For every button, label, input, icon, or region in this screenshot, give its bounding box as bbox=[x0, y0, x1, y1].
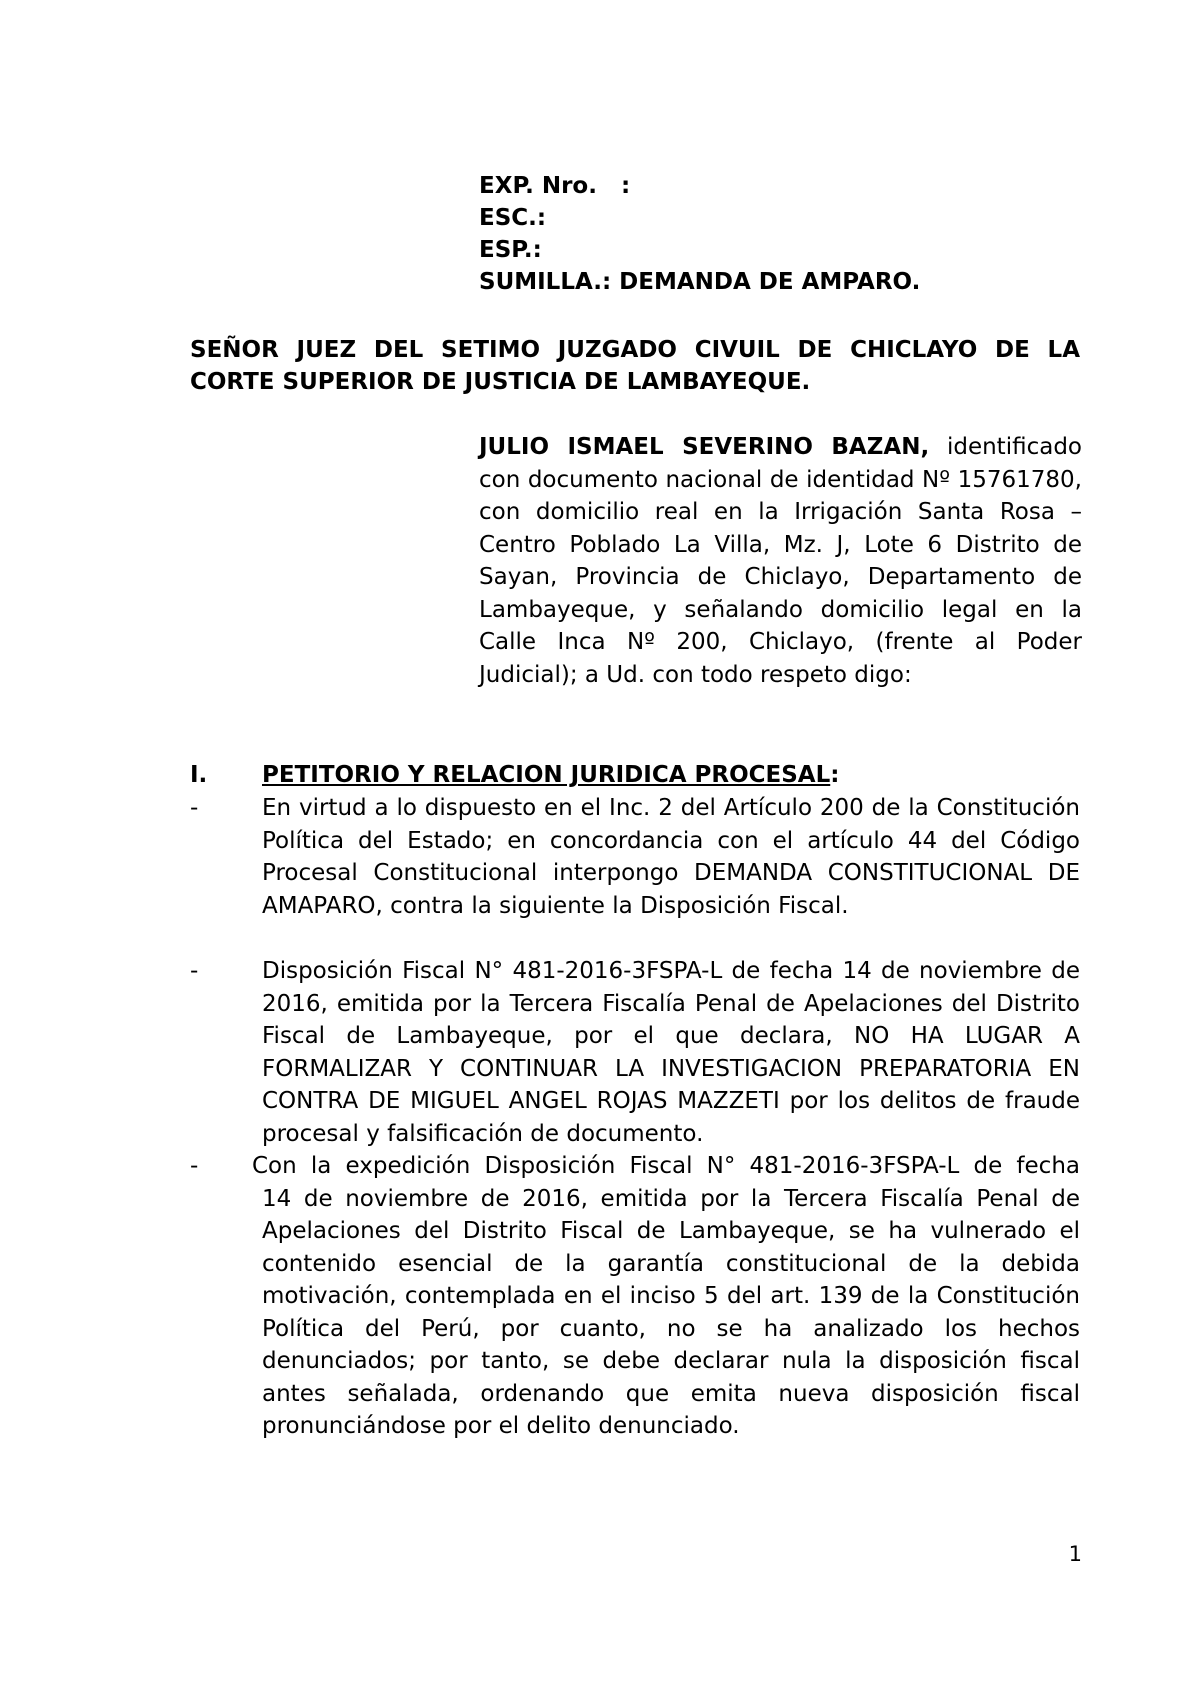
list-item-text: En virtud a lo dispuesto en el Inc. 2 del Artículo 200 de la Constitución Política del Estado; en concordancia con el artículo 44 del Código Procesal Constitucional interpongo DEMANDA CONSTITUCIONAL DE AMAPARO, contra la siguiente la Disposición Fiscal. bbox=[262, 795, 1080, 919]
addressee-heading: SEÑOR JUEZ DEL SETIMO JUZGADO CIVUIL DE CHICLAYO DE LA CORTE SUPERIOR DE JUSTICIA DE LAMBAYEQUE. bbox=[190, 337, 1080, 395]
list-item-text: 14 de noviembre de 2016, emitida por la Tercera Fiscalía Penal de Apelaciones del Distrito Fiscal de Lambayeque, se ha vulnerado el contenido esencial de la garantía constitucional de la debida motivación, contemplada en el inciso 5 del art. 139 de la Constitución Política del Perú, por cuanto, no se ha analizado los hechos denunciados; por tanto, se debe declarar nula la disposición fiscal antes señalada, ordenando que emita nueva disposición fiscal pronunciándose por el delito denunciado. bbox=[262, 1185, 1080, 1439]
list-bullet: - bbox=[190, 958, 199, 984]
list-item-lead: Con la expedición Disposición Fiscal N° 481-2016-3FSPA-L de fecha bbox=[252, 1153, 1080, 1179]
section-title-text: PETITORIO Y RELACION JURIDICA PROCESAL bbox=[262, 762, 831, 788]
list-item bbox=[190, 792, 1080, 922]
sumilla-line: SUMILLA.: DEMANDA DE AMPARO. bbox=[479, 269, 921, 295]
page-number: 1 bbox=[1068, 1542, 1082, 1566]
exp-number-line: EXP. Nro. : bbox=[479, 173, 631, 199]
list-bullet: - bbox=[190, 1153, 199, 1179]
section-number: I. bbox=[190, 762, 208, 788]
esp-line: ESP.: bbox=[479, 237, 542, 263]
case-header bbox=[479, 170, 1119, 298]
section-title bbox=[262, 759, 839, 791]
esc-line: ESC.: bbox=[479, 205, 547, 231]
intro-paragraph bbox=[479, 431, 1082, 691]
intro-text: identificado con documento nacional de identidad Nº 15761780, con domicilio real en la Irrigación Santa Rosa – Centro Poblado La Villa, Mz. J, Lote 6 Distrito de Sayan, Provincia de Chiclayo, Departamento de Lambayeque, y señalando domicilio legal en la Calle Inca Nº 200, Chiclayo, (frente al Poder Judicial); a Ud. con todo respeto digo: bbox=[479, 434, 1082, 688]
list-item bbox=[190, 1150, 1080, 1443]
list-item-text: Disposición Fiscal N° 481-2016-3FSPA-L de fecha 14 de noviembre de 2016, emitida por la Tercera Fiscalía Penal de Apelaciones del Distrito Fiscal de Lambayeque, por el que declara, NO HA LUGAR A FORMALIZAR Y CONTINUAR LA INVESTIGACION PREPARATORIA EN CONTRA DE MIGUEL ANGEL ROJAS MAZZETI por los delitos de fraude procesal y falsificación de documento. bbox=[262, 958, 1080, 1147]
list-item bbox=[190, 955, 1080, 1150]
list-item-body bbox=[252, 1150, 1080, 1443]
list-bullet: - bbox=[190, 795, 199, 821]
section-heading bbox=[190, 759, 1080, 791]
section-title-colon: : bbox=[830, 762, 840, 788]
plaintiff-name: JULIO ISMAEL SEVERINO BAZAN, bbox=[479, 434, 930, 460]
